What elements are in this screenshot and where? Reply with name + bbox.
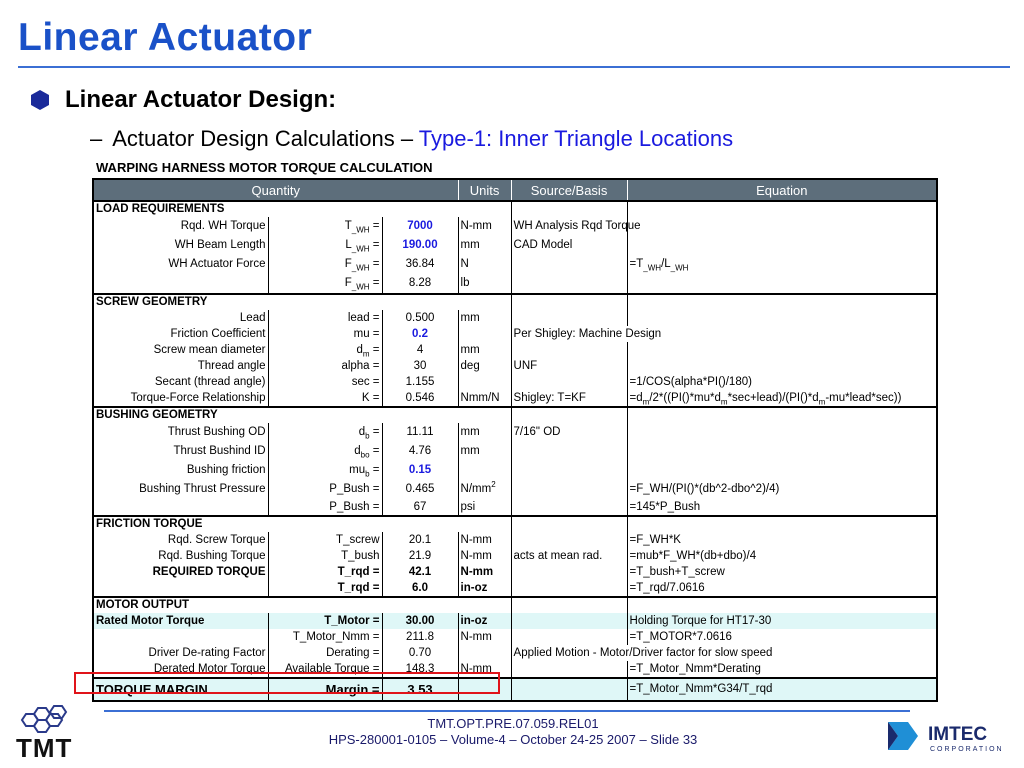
table-row: Torque-Force Relationship K = 0.546 Nmm/N Shigley: T=KF $=d_m/2*((PI()*mu*d_m*\sec+lead)/(PI()*d_m-mu*lead*\sec))$ bbox=[94, 390, 936, 407]
footer-divider bbox=[104, 710, 910, 712]
table-row: Rqd. Screw Torque T_screw 20.1 N-mm =F_WH*K bbox=[94, 532, 936, 548]
header-equation: Equation bbox=[627, 180, 936, 201]
table-row: Rqd. Bushing Torque T_bush 21.9 N-mm acts at mean rad. =mub*F_WH*(db+dbo)/4 bbox=[94, 548, 936, 564]
header-quantity: Quantity bbox=[94, 180, 458, 201]
section-title: SCREW GEOMETRY bbox=[94, 294, 458, 310]
torque-margin-row: TORQUE MARGIN Margin = 3.53 =T_Motor_Nmm*G34/T_rqd bbox=[94, 678, 936, 700]
main-bullet bbox=[30, 86, 336, 114]
section-title: MOTOR OUTPUT bbox=[94, 597, 458, 613]
table-row: WH Beam Length $L_{\_WH}$ = 190.00 mm CAD Model bbox=[94, 236, 936, 255]
table-row: WH Actuator Force $F_{\_WH}$ = 36.84 N $=T_{\_WH}/L_{\_WH}$ bbox=[94, 255, 936, 274]
sub-bullet-text: Actuator Design Calculations – bbox=[112, 126, 419, 151]
table-row: Rated Motor Torque T_Motor = 30.00 in-oz Holding Torque for HT17-30 bbox=[94, 613, 936, 629]
section-title: LOAD REQUIREMENTS bbox=[94, 201, 458, 217]
table-row: Rqd. WH Torque $T_{\_WH}$ = 7000 N-mm WH Analysis Rqd Torque bbox=[94, 217, 936, 236]
torque-margin-callout bbox=[74, 672, 500, 694]
section-title: FRICTION TORQUE bbox=[94, 516, 458, 532]
table-row: Bushing friction $mu_b$ = 0.15 bbox=[94, 461, 936, 480]
section-header bbox=[94, 294, 936, 310]
imtec-logo-icon bbox=[884, 718, 924, 754]
table-row: Thread angle alpha = 30 deg UNF bbox=[94, 358, 936, 374]
tmt-logo-text: TMT bbox=[16, 733, 73, 763]
footer-doc-id: TMT.OPT.PRE.07.059.REL01 bbox=[427, 716, 599, 731]
title-divider bbox=[18, 66, 1010, 68]
bullet-text: Linear Actuator Design: bbox=[65, 86, 337, 113]
table-row: T_Motor_Nmm = 211.8 N-mm =T_MOTOR*7.0616 bbox=[94, 629, 936, 645]
table-row: Secant (thread angle) sec = 1.155 =1/COS(alpha*PI()/180) bbox=[94, 374, 936, 390]
table-row: Driver De-rating Factor Derating = 0.70 Applied Motion - Motor/Driver factor for slow speed bbox=[94, 645, 936, 661]
sub-bullet-highlight: Type-1: Inner Triangle Locations bbox=[418, 126, 734, 151]
table-row: Thrust Bushing OD $d_b$ = 11.11 mm 7/16" OD bbox=[94, 423, 936, 442]
section-header bbox=[94, 516, 936, 532]
section-header bbox=[94, 407, 936, 423]
table-row: Screw mean diameter $d_m$ = 4 mm bbox=[94, 342, 936, 358]
footer bbox=[200, 716, 826, 748]
table-row: Lead lead = 0.500 mm bbox=[94, 310, 936, 326]
footer-slide-info: HPS-280001-0105 – Volume-4 – October 24-25 2007 – Slide 33 bbox=[328, 732, 698, 747]
sub-bullet bbox=[90, 126, 733, 152]
imtec-logo-text: IMTEC bbox=[928, 724, 988, 745]
table-row: $F_{\_WH}$ = 8.28 lb bbox=[94, 274, 936, 294]
section-header bbox=[94, 201, 936, 217]
table-header-row bbox=[94, 180, 936, 201]
header-source: Source/Basis bbox=[511, 180, 627, 201]
table-row: Derated Motor Torque Available Torque = 148.3 N-mm =T_Motor_Nmm*Derating bbox=[94, 661, 936, 678]
table-caption: WARPING HARNESS MOTOR TORQUE CALCULATION bbox=[96, 160, 433, 175]
table-row: P_Bush = 67 psi =145*P_Bush bbox=[94, 499, 936, 516]
table-row: T_rqd = 6.0 in-oz =T_rqd/7.0616 bbox=[94, 580, 936, 597]
table-row: REQUIRED TORQUE T_rqd = 42.1 N-mm =T_bush+T_screw bbox=[94, 564, 936, 580]
imtec-logo-subtext: CORPORATION bbox=[930, 746, 1004, 753]
section-title: BUSHING GEOMETRY bbox=[94, 407, 458, 423]
hexagon-bullet-icon bbox=[30, 89, 50, 111]
table-row: Bushing Thrust Pressure P_Bush = 0.465 $N/mm^2$ =F_WH/(PI()*(db^2-dbo^2)/4) bbox=[94, 480, 936, 499]
section-header bbox=[94, 597, 936, 613]
slide-title: Linear Actuator bbox=[18, 16, 313, 59]
calculation-table bbox=[92, 178, 938, 702]
table-row: Thrust Bushind ID $d_{bo}$ = 4.76 mm bbox=[94, 442, 936, 461]
header-units: Units bbox=[458, 180, 511, 201]
sub-bullet-dash: – bbox=[90, 126, 103, 151]
table-row: Friction Coefficient mu = 0.2 Per Shigley: Machine Design bbox=[94, 326, 936, 342]
